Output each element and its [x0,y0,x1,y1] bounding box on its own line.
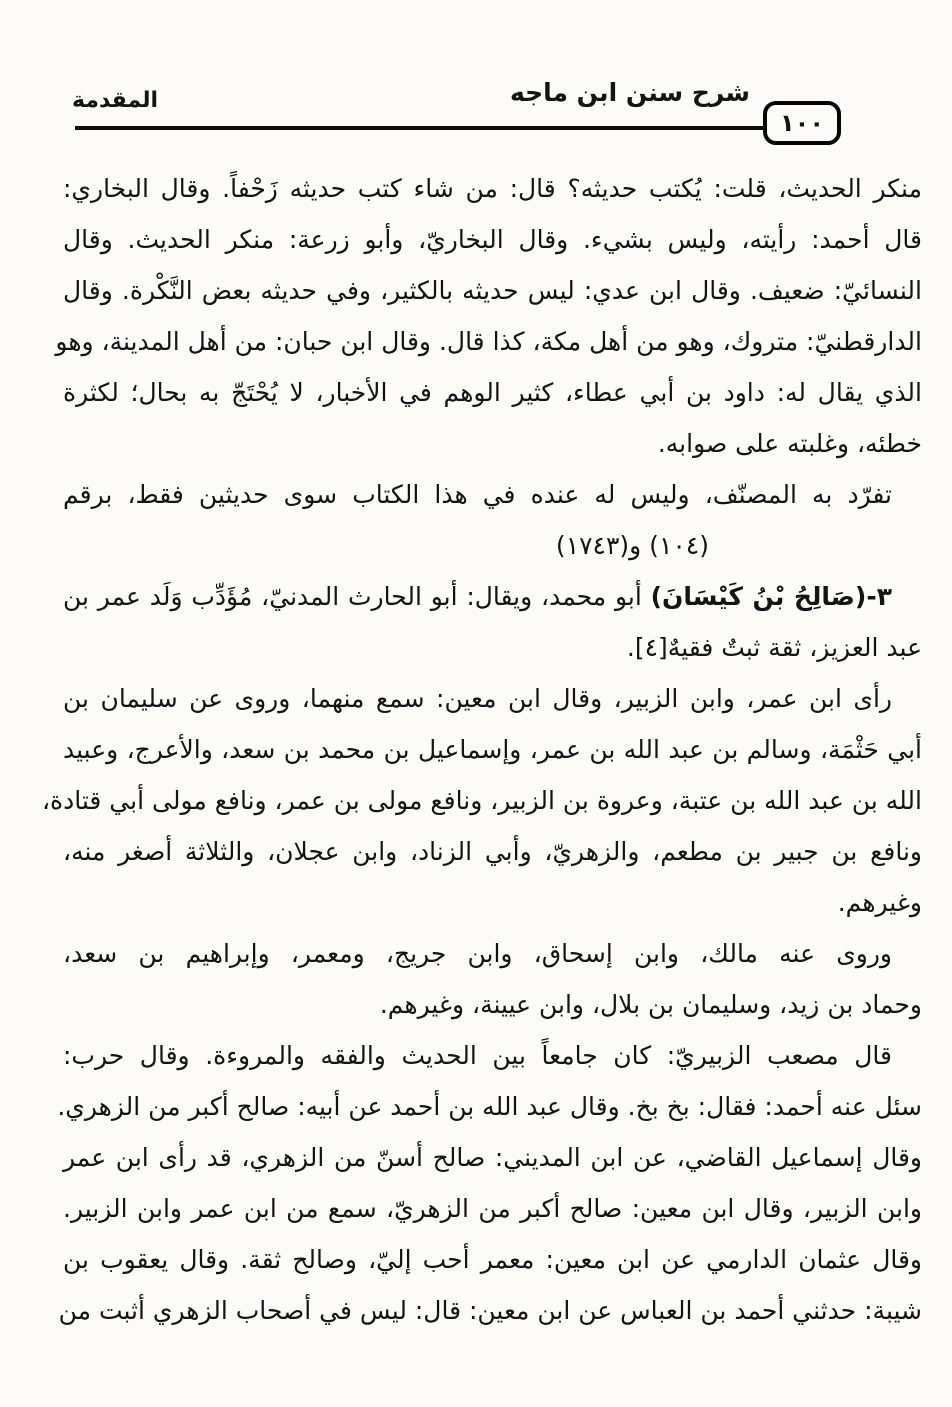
text-line: قال مصعب الزبيريّ: كان جامعاً بين الحديث والفقه والمروءة. وقال حرب: [63,1041,892,1070]
text-line: تفرّد به المصنّف، وليس له عنده في هذا الكتاب سوى حديثين فقط، برقم [63,480,892,509]
text-line: خطئه، وغلبته على صوابه. [657,429,922,458]
header-rule [75,126,765,130]
text-line: منكر الحديث، قلت: يُكتب حديثه؟ قال: من شاء كتب حديثه زَحْفاً. وقال البخاري: [63,174,922,203]
entry-rest: أبو محمد، ويقال: أبو الحارث المدنيّ، مُؤَدِّب وَلَد عمر بن [63,582,651,611]
text-line: قال أحمد: رأيته، وليس بشيء. وقال البخاريّ، وأبو زرعة: منكر الحديث. وقال [63,225,922,254]
book-title: شرح سنن ابن ماجه [509,78,750,107]
text-line: ونافع بن جبير بن مطعم، والزهريّ، وأبي الزناد، وابن عجلان، والثلاثة أصغر منه، [63,837,922,866]
text-line: عبد العزيز، ثقة ثبتٌ فقيهٌ[٤]. [626,633,922,662]
hadith-numbers-line: (١٠٤) و(١٧٤٣) [555,531,709,560]
text-line: الذي يقال له: داود بن أبي عطاء، كثير الوهم في الأخبار، لا يُحْتَجّ به بحال؛ لكثرة [63,378,922,407]
text-line: وقال إسماعيل القاضي، عن ابن المديني: صالح أسنّ من الزهري، قد رأى ابن عمر [63,1143,922,1172]
text-line: وحماد بن زيد، وسليمان بن بلال، وابن عيينة، وغيرهم. [379,990,922,1019]
page-number: ١٠٠ [780,109,824,137]
entry-name: ٣-(صَالِحُ بْنُ كَيْسَانَ) [650,582,892,611]
text-line: شيبة: حدثني أحمد بن العباس عن ابن معين: قال: ليس في أصحاب الزهري أثبت من [58,1296,922,1325]
text-line: أبي حَثْمَة، وسالم بن عبد الله بن عمر، وإسماعيل بن محمد بن سعد، والأعرج، وعبيد [63,735,922,764]
page-number-badge [763,101,841,145]
text-line: رأى ابن عمر، وابن الزبير، وقال ابن معين: سمع منهما، وروى عن سليمان بن [63,684,892,713]
text-body [41,163,922,1336]
text-line: وابن الزبير، وقال ابن معين: صالح أكبر من الزهريّ، سمع من ابن عمر وابن الزبير. [63,1194,922,1223]
section-title: المقدمة [72,88,159,113]
text-line: النسائيّ: ضعيف. وقال ابن عدي: ليس حديثه بالكثير، وفي حديثه بعض النَّكْرة. وقال [63,276,922,305]
biography-entry-line [63,571,922,622]
text-line: وغيرهم. [837,888,922,917]
text-line: الله بن عبد الله بن عتبة، وعروة بن الزبير، ونافع مولى بن عمر، ونافع مولى أبي قتادة، [41,786,922,815]
text-line: وقال عثمان الدارمي عن ابن معين: معمر أحب إليّ، وصالح ثقة. وقال يعقوب بن [63,1245,922,1274]
text-line: سئل عنه أحمد: فقال: بخ بخ. وقال عبد الله بن أحمد عن أبيه: صالح أكبر من الزهري. [57,1092,922,1121]
text-line: وروى عنه مالك، وابن إسحاق، وابن جريج، ومعمر، وإبراهيم بن سعد، [63,939,892,968]
text-line: الدارقطنيّ: متروك، وهو من أهل مكة، كذا قال. وقال ابن حبان: من أهل المدينة، وهو [55,327,922,356]
